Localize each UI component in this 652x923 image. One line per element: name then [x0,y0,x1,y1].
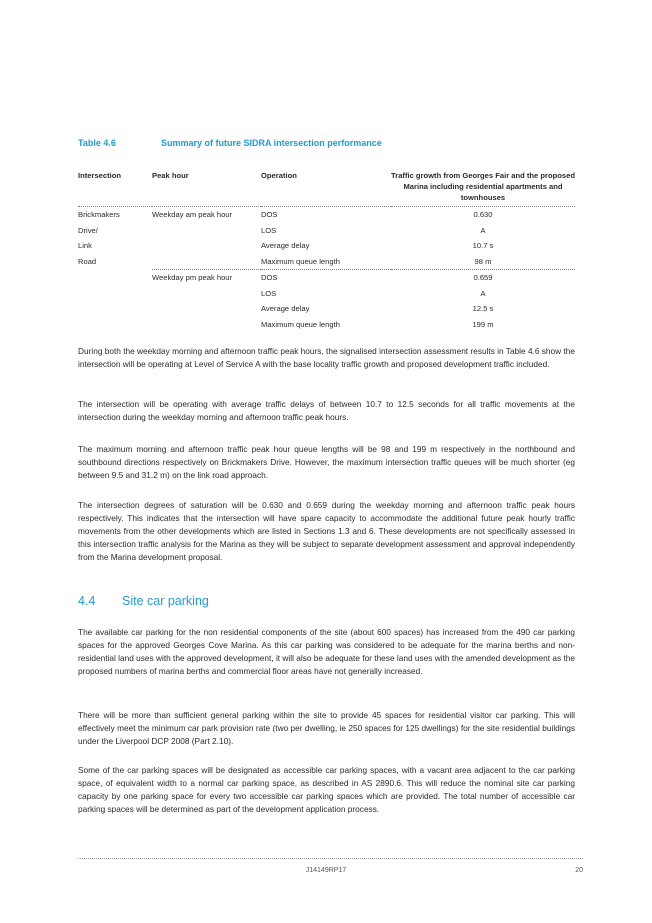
paragraph: There will be more than sufficient general parking within the site to provide 45 spaces for residential visitor car parking. This will effectively meet the minimum car park provision rate (two per dwelling, ie 250 spaces for 125 dwellings) for the site residential buildings under the Liverpool DCP 2008 (Part 2.10). [78,710,575,746]
value-cell: 0.630 [473,210,493,220]
operation-cell: Maximum queue length [261,319,340,329]
intersection-cell: Road [78,257,97,266]
table-number: Table 4.6 [78,138,116,148]
table-header-cell: Peak hour [152,168,261,207]
paragraph: The available car parking for the non residential components of the site (about 600 spaces) has increased from the 490 car parking spaces for the approved Georges Cove Marina. As this car parking was considered to be adequate for the marina berths and non-residential land uses with the approved development, it will also be adequate for these land uses with the amended development as the proposed numbers of marina berths and commercial floor areas have not generally increased. [78,627,575,676]
intersection-cell: Drive/ [78,225,98,235]
table-row [78,317,575,333]
table-row [78,270,575,286]
table-row [78,223,575,239]
page-number: 20 [575,867,583,874]
table-row [78,286,575,302]
table-header-row [78,168,575,207]
paragraph: Some of the car parking spaces will be designated as accessible car parking spaces, with a vacant area adjacent to the car parking space, of equivalent width to a normal car parking space, as described in AS 2890.6. This will reduce the nominal site car parking capacity by one parking space for every two accessible car parking spaces which are provided. The total number of accessible car parking spaces will be determined as part of the development application process. [78,765,575,814]
peak-hour-cell: Weekday pm peak hour [152,270,261,286]
sidra-performance-table [78,168,575,332]
intersection-cell: Brickmakers [78,210,120,220]
table-row [78,254,575,270]
table-row [78,238,575,254]
value-cell: 12.5 s [472,304,494,314]
table-row [78,207,575,223]
section-title: Site car parking [122,594,209,608]
operation-cell: DOS [261,210,278,220]
operation-cell: Average delay [261,241,310,251]
paragraph: The intersection will be operating with average traffic delays of between 10.7 to 12.5 seconds for all traffic movements at the intersection during the weekday morning and afternoon traffic peak hours. [78,399,575,422]
value-cell: A [480,225,486,235]
document-reference: J14149RP17 [305,867,347,874]
table-row [78,301,575,317]
value-cell: 98 m [474,256,492,266]
operation-cell: LOS [261,225,277,235]
table-title: Summary of future SIDRA intersection performance [161,138,382,148]
value-cell: 199 m [472,319,494,329]
peak-hour-cell: Weekday am peak hour [152,210,233,220]
paragraph: During both the weekday morning and afternoon traffic peak hours, the signalised intersection assessment results in Table 4.6 show the intersection will be operating at Level of Service A with the base locality traffic growth and proposed development traffic included. [78,346,575,369]
paragraph: The intersection degrees of saturation will be 0.630 and 0.659 during the weekday morning and afternoon traffic peak hours respectively. This indicates that the intersection will have spare capacity to accommodate the additional future peak hourly traffic movements from the other developments which are listed in Sections 1.3 and 6. These developments are not specifically assessed in this intersection traffic analysis for the Marina as they will be subject to separate development assessment and approval independently from the Marina development proposal. [78,500,575,562]
section-number: 4.4 [78,594,96,608]
operation-cell: LOS [261,288,277,298]
value-cell: 10.7 s [472,241,494,251]
intersection-cell: Link [78,241,92,251]
paragraph: The maximum morning and afternoon traffic peak hour queue lengths will be 98 and 199 m respectively in the northbound and southbound directions respectively on Brickmakers Drive. However, the maximum intersection traffic queues will be much shorter (eg between 9.5 and 31.2 m) on the link road approach. [78,444,575,480]
value-cell: 0.659 [391,270,575,286]
operation-cell: DOS [261,270,391,286]
table-header-cell: Traffic growth from Georges Fair and the proposed Marina including residential apartments and townhouses [391,168,575,207]
operation-cell: Average delay [261,304,310,314]
table-header-cell: Intersection [78,168,152,207]
operation-cell: Maximum queue length [261,256,340,266]
footer-divider [78,858,583,859]
table-header-cell: Operation [261,168,391,207]
value-cell: A [480,288,486,298]
